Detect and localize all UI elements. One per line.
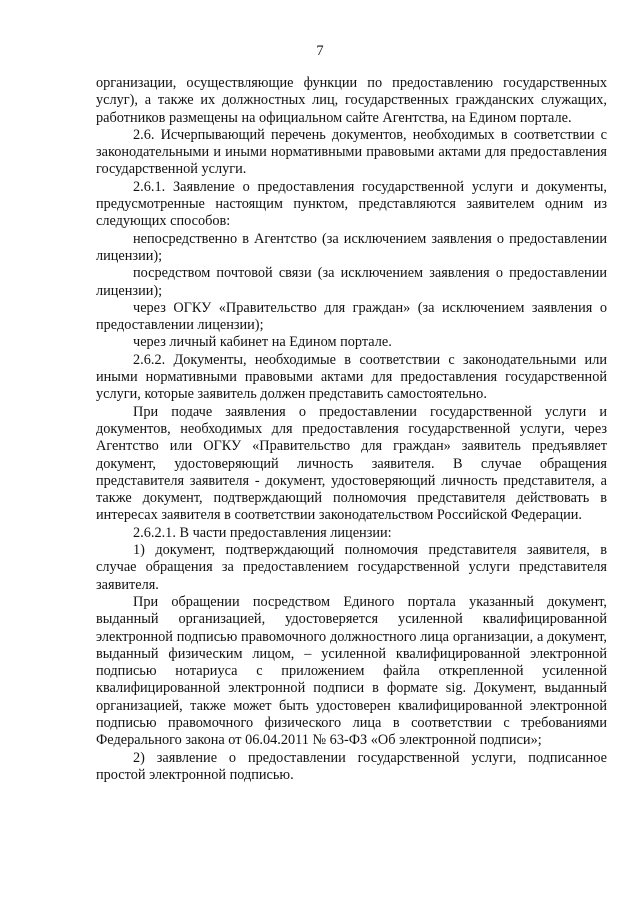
list-item-ogku: через ОГКУ «Правительство для граждан» (за исключением заявления о предоставлении лицензии); [96,299,607,334]
list-item-2: 2) заявление о предоставлении государственной услуги, подписанное простой электронной подписью. [96,749,607,783]
paragraph-2-6-2: 2.6.2. Документы, необходимые в соответствии с законодательными или иными нормативными правовыми актами для предоставления государственной услуги, которые заявитель должен представить самостоятельно. [96,351,607,403]
list-item-1: 1) документ, подтверждающий полномочия представителя заявителя, в случае обращения за предоставлением государственной услуги представителя заявителя. [96,542,607,593]
document-body [96,75,607,784]
list-item-post: посредством почтовой связи (за исключением заявления о предоставлении лицензии); [96,265,607,299]
paragraph-identity-documents: При подаче заявления о предоставлении государственной услуги и документов, необходимых для предоставления государственной услуги, через Агентство или ОГКУ «Правительство для граждан» заявитель предъявляет документ, удостоверяющий личность заявителя. В случае обращения представителя заявителя - документ, удостоверяющий личность представителя, а также документ, подтверждающий полномочия представителя действовать в интересах заявителя в соответствии законодательством Российской Федерации. [96,403,607,524]
paragraph-continuation: организации, осуществляющие функции по предоставлению государственных услуг), а также их должностных лиц, государственных гражданских служащих, работников размещены на официальном сайте Агентства, на Едином портале. [96,75,607,126]
list-item-portal: через личный кабинет на Едином портале. [133,334,392,351]
list-item-direct: непосредственно в Агентство (за исключением заявления о предоставлении лицензии); [96,230,607,264]
paragraph-2-6-1: 2.6.1. Заявление о предоставления государственной услуги и документы, предусмотренные настоящим пунктом, представляются заявителем одним из следующих способов: [96,178,607,230]
paragraph-2-6: 2.6. Исчерпывающий перечень документов, необходимых в соответствии с законодательными и иными нормативными правовыми актами для предоставления государственной услуги. [96,126,607,178]
paragraph-2-6-2-1: 2.6.2.1. В части предоставления лицензии: [133,524,392,541]
paragraph-electronic-signature: При обращении посредством Единого портала указанный документ, выданный организацией, удостоверяется усиленной квалифицированной электронной подписью правомочного должностного лица организации, а документ, выданный физическим лицом, – усиленной квалифицированной электронной подписью нотариуса с приложением файла открепленной усиленной квалифицированной электронной подписи в формате sig. Документ, выданный организацией, также может быть удостоверен квалифицированной электронной подписью правомочного физического лица в соответствии с требованиями Федерального закона от 06.04.2011 № 63-ФЗ «Об электронной подписи»; [96,593,607,749]
page-number: 7 [316,43,324,59]
